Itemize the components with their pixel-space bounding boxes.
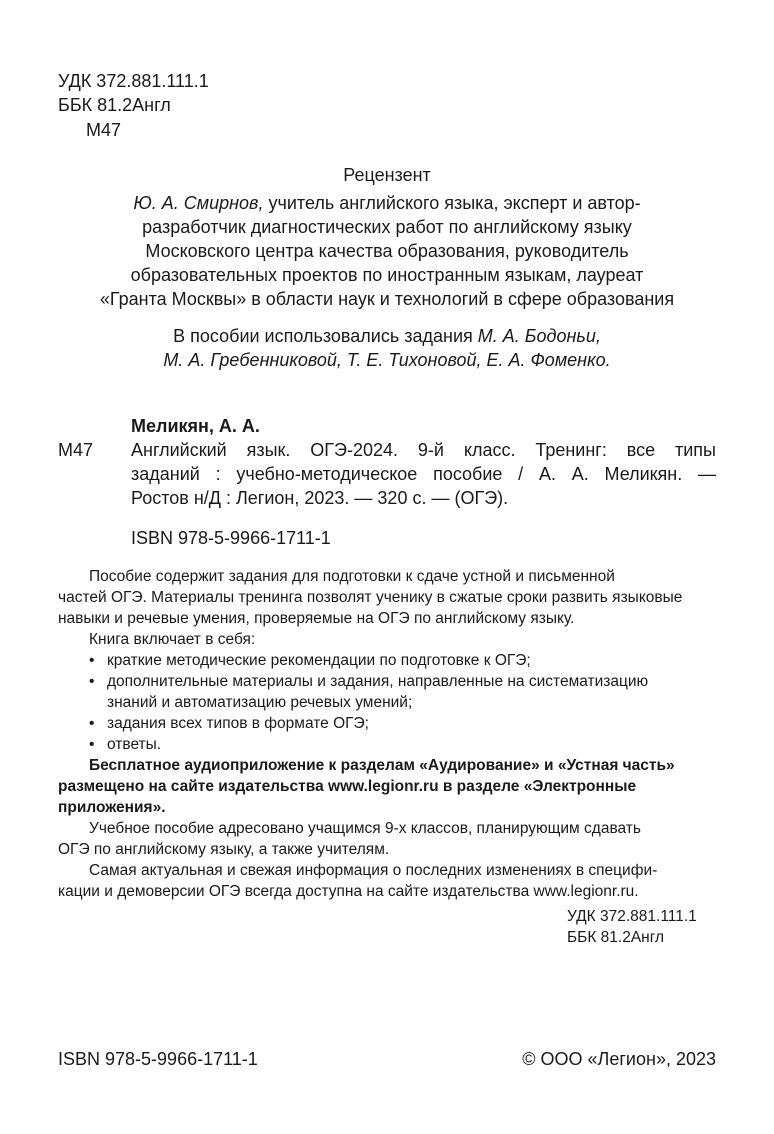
annotation-bullet-2-cont: знаний и автоматизацию речевых умений;: [107, 694, 413, 711]
annotation-bold-line-2: размещено на сайте издательства www.legionr.ru в разделе «Электронные: [58, 778, 637, 795]
reviewer-line-3: Московского центра качества образования, руководитель: [145, 241, 629, 261]
annotation-p4-line-2: кации и демоверсии ОГЭ всегда доступна на сайте издательства www.legionr.ru.: [58, 883, 639, 900]
annotation-p1-line-3: навыки и речевые умения, проверяемые на ОГЭ по английскому языку.: [58, 610, 575, 627]
annotation: [58, 566, 718, 902]
authors-note-names-1: М. А. Бодоньи,: [477, 326, 601, 346]
annotation-p4-line-1: Самая актуальная и свежая информация о последних изменениях в специфи-: [89, 862, 658, 879]
annotation-bullet-1: • краткие методические рекомендации по подготовке к ОГЭ;: [89, 650, 718, 671]
reviewer-desc-1: учитель английского языка, эксперт и автор-: [268, 193, 641, 213]
authors-note-prefix: В пособии использовались задания: [173, 326, 473, 346]
authors-note-names-2: М. А. Гребенниковой, Т. Е. Тихоновой, Е. А. Фоменко.: [163, 350, 611, 370]
catalog-code: М47: [58, 440, 94, 460]
udk-code-bottom: УДК 372.881.111.1: [567, 908, 697, 925]
catalog-author: Меликян, А. А.: [131, 416, 260, 436]
reviewer-name: Ю. А. Смирнов,: [133, 193, 264, 213]
annotation-p3-line-1: Учебное пособие адресовано учащимся 9-х классов, планирующим сдавать: [89, 820, 641, 837]
annotation-bold-line-1: Бесплатное аудиоприложение к разделам «Аудирование» и «Устная часть»: [89, 757, 675, 774]
annotation-bullet-3: • задания всех типов в формате ОГЭ;: [89, 713, 718, 734]
udk-code-top: УДК 372.881.111.1: [58, 71, 209, 91]
catalog-line-1: Английский язык. ОГЭ-2024. 9-й класс. Тренинг: все типы: [131, 440, 716, 460]
catalog-isbn: ISBN 978-5-9966-1711-1: [131, 528, 331, 548]
annotation-p1-line-2: частей ОГЭ. Материалы тренинга позволят ученику в сжатые сроки развить языковые: [58, 589, 683, 606]
catalog-line-3: Ростов н/Д : Легион, 2023. — 320 с. — (ОГЭ).: [131, 488, 509, 508]
bbk-code-bottom: ББК 81.2Англ: [567, 929, 665, 946]
author-mark-top: М47: [86, 120, 122, 140]
bbk-code-top: ББК 81.2Англ: [58, 95, 171, 115]
annotation-p3-line-2: ОГЭ по английскому языку, а также учителям.: [58, 841, 390, 858]
catalog-line-2: заданий : учебно-методическое пособие / А. А. Меликян. —: [131, 464, 716, 484]
annotation-bullet-2: • дополнительные материалы и задания, направленные на систематизацию: [89, 671, 718, 692]
annotation-bold-line-3: приложения».: [58, 799, 166, 816]
reviewer-line-2: разработчик диагностических работ по английскому языку: [142, 217, 632, 237]
footer-isbn: ISBN 978-5-9966-1711-1: [58, 1049, 258, 1069]
reviewer-heading: Рецензент: [343, 165, 431, 185]
annotation-p1-line-1: Пособие содержит задания для подготовки к сдаче устной и письменной: [89, 568, 615, 585]
annotation-includes: Книга включает в себя:: [89, 631, 256, 648]
reviewer-line-1: [0, 191, 774, 215]
footer-copyright: © ООО «Легион», 2023: [522, 1049, 716, 1069]
authors-note-line-1: [0, 324, 774, 348]
reviewer-line-5: «Гранта Москвы» в области наук и технологий в сфере образования: [99, 289, 675, 309]
annotation-bullet-4: • ответы.: [89, 734, 718, 755]
reviewer-line-4: образовательных проектов по иностранным языкам, лауреат: [130, 265, 644, 285]
